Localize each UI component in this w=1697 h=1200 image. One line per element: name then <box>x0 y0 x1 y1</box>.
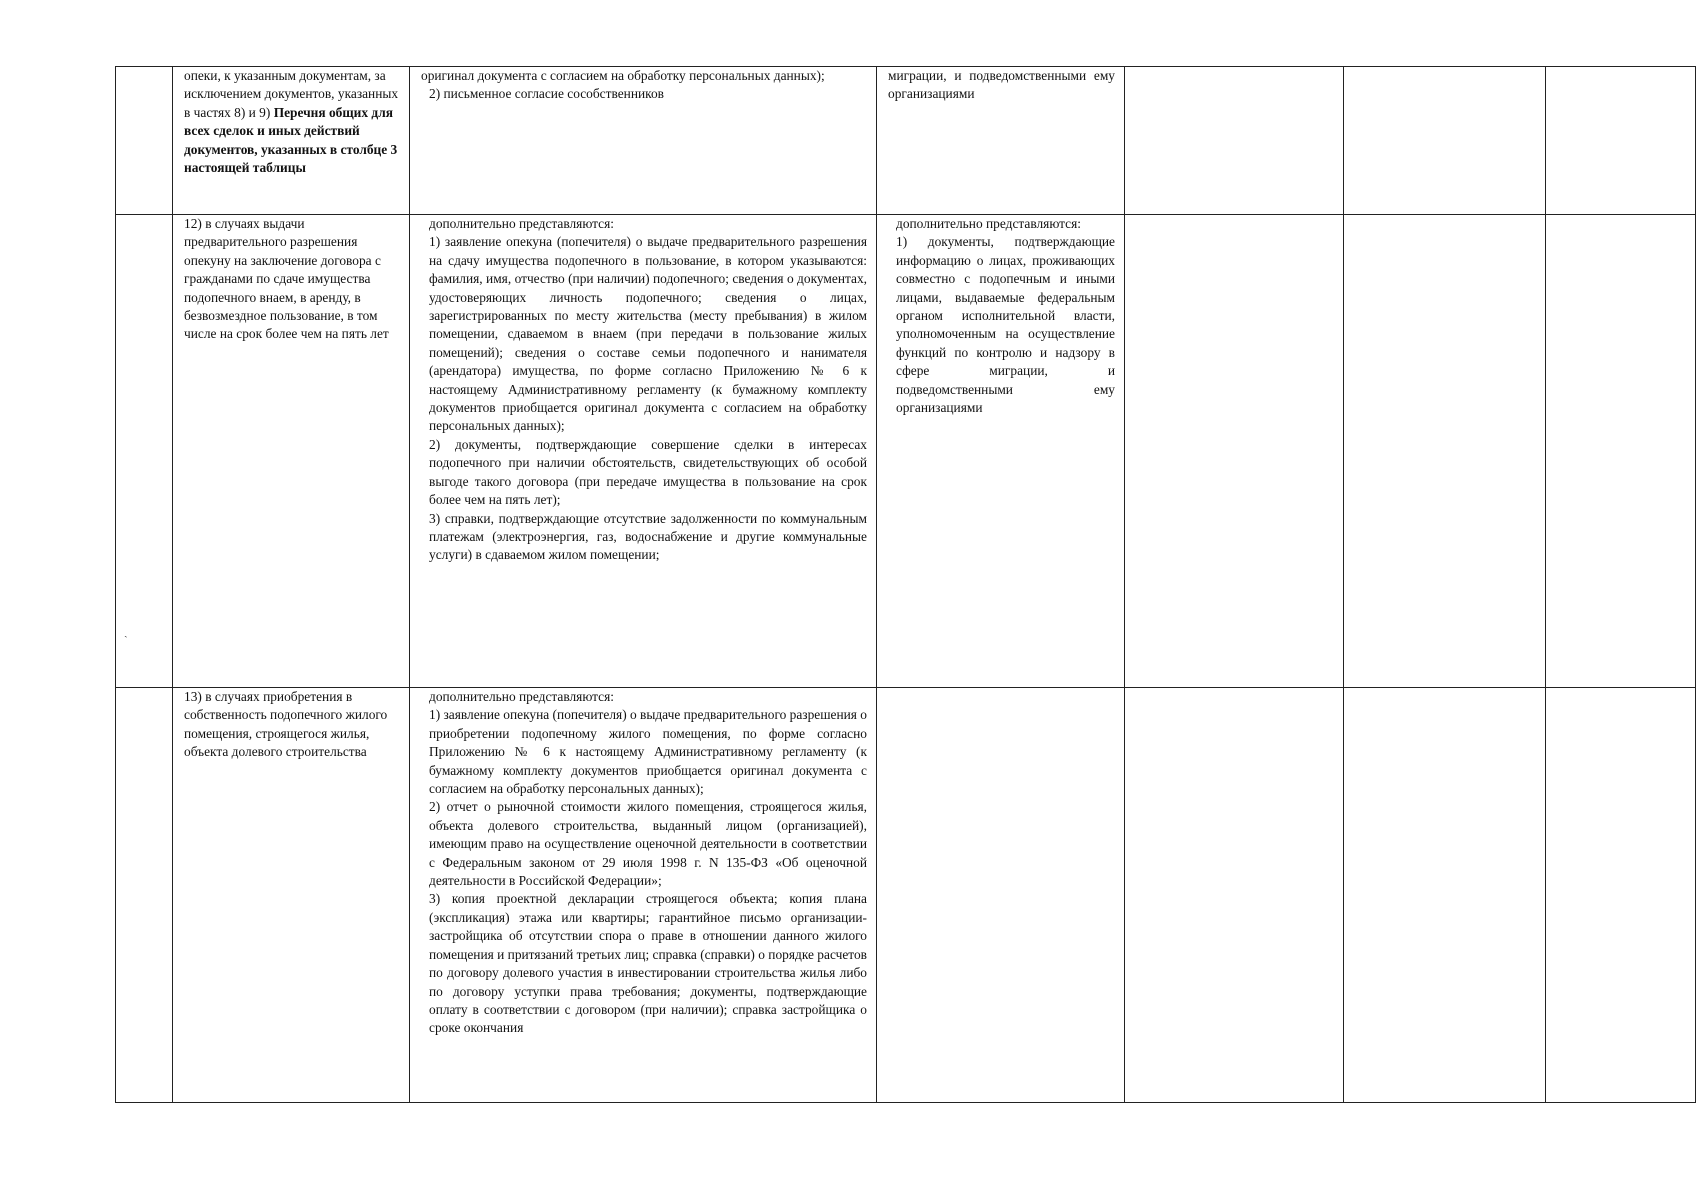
row-number-cell <box>116 688 173 1103</box>
documents-paragraph: дополнительно представляются: <box>429 689 614 704</box>
case-description-cell <box>173 67 410 215</box>
empty-cell <box>1344 215 1546 688</box>
documents-paragraph: оригинал документа с согласием на обработку персональных данных); <box>421 68 825 83</box>
table-row <box>116 215 1696 688</box>
case-description-text: 13) в случаях приобретения в собственность подопечного жилого помещения, строящегося жилья, объекта долевого строительства <box>184 689 388 760</box>
empty-cell <box>1546 67 1696 215</box>
documents-cell <box>410 688 877 1103</box>
empty-cell <box>1344 67 1546 215</box>
documents-paragraph: 3) справки, подтверждающие отсутствие задолженности по коммунальным платежам (электроэнергия, газ, водоснабжение и другие коммунальные услуги) в сдаваемом жилом помещении; <box>429 510 867 563</box>
documents-cell <box>410 67 877 215</box>
interagency-paragraph: 1) документы, подтверждающие информацию о лицах, проживающих совместно с подопечным и иными лицами, выдаваемые федеральным органом исполнительной власти, уполномоченным на осуществление функций по контролю и надзору в сфере миграции, и подведомственными ему организациями <box>896 234 1115 416</box>
case-description-cell <box>173 215 410 688</box>
empty-cell <box>1546 688 1696 1103</box>
documents-paragraph: 1) заявление опекуна (попечителя) о выдаче предварительного разрешения на сдачу имущества подопечного в пользование, в котором указываются: фамилия, имя, отчество (при наличии) подопечного; сведения о документах, удостоверяющих личность подопечного; сведения о лицах, зарегистрированных по месту жительства (месту пребывания) в жилом помещении, сдаваемом в внаем (при передачи в пользование жилых помещений); сведения о составе семьи подопечного и нанимателя (арендатора) имущества, по форме согласно Приложению № 6 к настоящему Административному регламенту (к бумажному комплекту документов приобщается оригинал документа с согласием на обработку персональных данных); <box>429 234 867 434</box>
interagency-paragraph: дополнительно представляются: <box>896 216 1081 231</box>
case-description-bold-text: Перечня общих для всех сделок и иных действий документов, указанных в столбце 3 настоящей таблицы <box>184 104 398 176</box>
row-number-cell <box>116 215 173 688</box>
requirements-table <box>115 66 1696 1103</box>
case-description-text: 12) в случаях выдачи предварительного разрешения опекуну на заключение договора с гражданами по сдаче имущества подопечного внаем, в аренду, в безвозмездное пользование, в том числе на срок более чем на пять лет <box>184 216 389 342</box>
empty-cell <box>1125 215 1344 688</box>
empty-cell <box>877 688 1125 1103</box>
documents-paragraph: 3) копия проектной декларации строящегося объекта; копия плана (экспликация) этажа или квартиры; гарантийное письмо организации-застройщика об отсутствии спора о праве в отношении данного жилого помещения и притязаний третьих лиц; справка (справки) о порядке расчетов по договору долевого участия в инвестировании строительства жилья либо по договору уступки права требования; документы, подтверждающие оплату в соответствии с договором (при наличии); справка застройщика о сроке окончания <box>429 891 867 1036</box>
documents-cell <box>410 215 877 688</box>
margin-mark: ˎ <box>124 626 128 638</box>
table-row <box>116 688 1696 1103</box>
empty-cell <box>1125 688 1344 1103</box>
interagency-text: миграции, и подведомственными ему организациями <box>888 68 1115 102</box>
empty-cell <box>1125 67 1344 215</box>
case-description-text: опеки, к указанным документам, за исключением документов, указанных в частях 8) и 9) <box>184 68 399 120</box>
documents-paragraph: 1) заявление опекуна (попечителя) о выдаче предварительного разрешения о приобретении подопечному жилого помещения, по форме согласно Приложению № 6 к настоящему Административному регламенту (к бумажному комплекту документов приобщается оригинал документа с согласием на обработку персональных данных); <box>429 707 868 797</box>
documents-paragraph: 2) письменное согласие сособственников <box>429 86 665 102</box>
empty-cell <box>1344 688 1546 1103</box>
empty-cell <box>1546 215 1696 688</box>
interagency-documents-cell <box>877 215 1125 688</box>
case-description-cell <box>173 688 410 1103</box>
row-number-cell <box>116 67 173 215</box>
documents-paragraph: 2) отчет о рыночной стоимости жилого помещения, строящегося жилья, объекта долевого строительства, выданный лицом (организацией), имеющим право на осуществление оценочной деятельности в соответствии с Федеральным законом от 29 июля 1998 г. N 135-ФЗ «Об оценочной деятельности в Российской Федерации»; <box>429 799 867 889</box>
documents-paragraph: дополнительно представляются: <box>429 216 614 231</box>
interagency-documents-cell <box>877 67 1125 215</box>
documents-paragraph: 2) документы, подтверждающие совершение сделки в интересах подопечного при наличии обстоятельств, свидетельствующих об особой выгоде такого договора (при передаче имущества в пользование на срок более чем на пять лет); <box>429 436 867 508</box>
table-row <box>116 67 1696 215</box>
